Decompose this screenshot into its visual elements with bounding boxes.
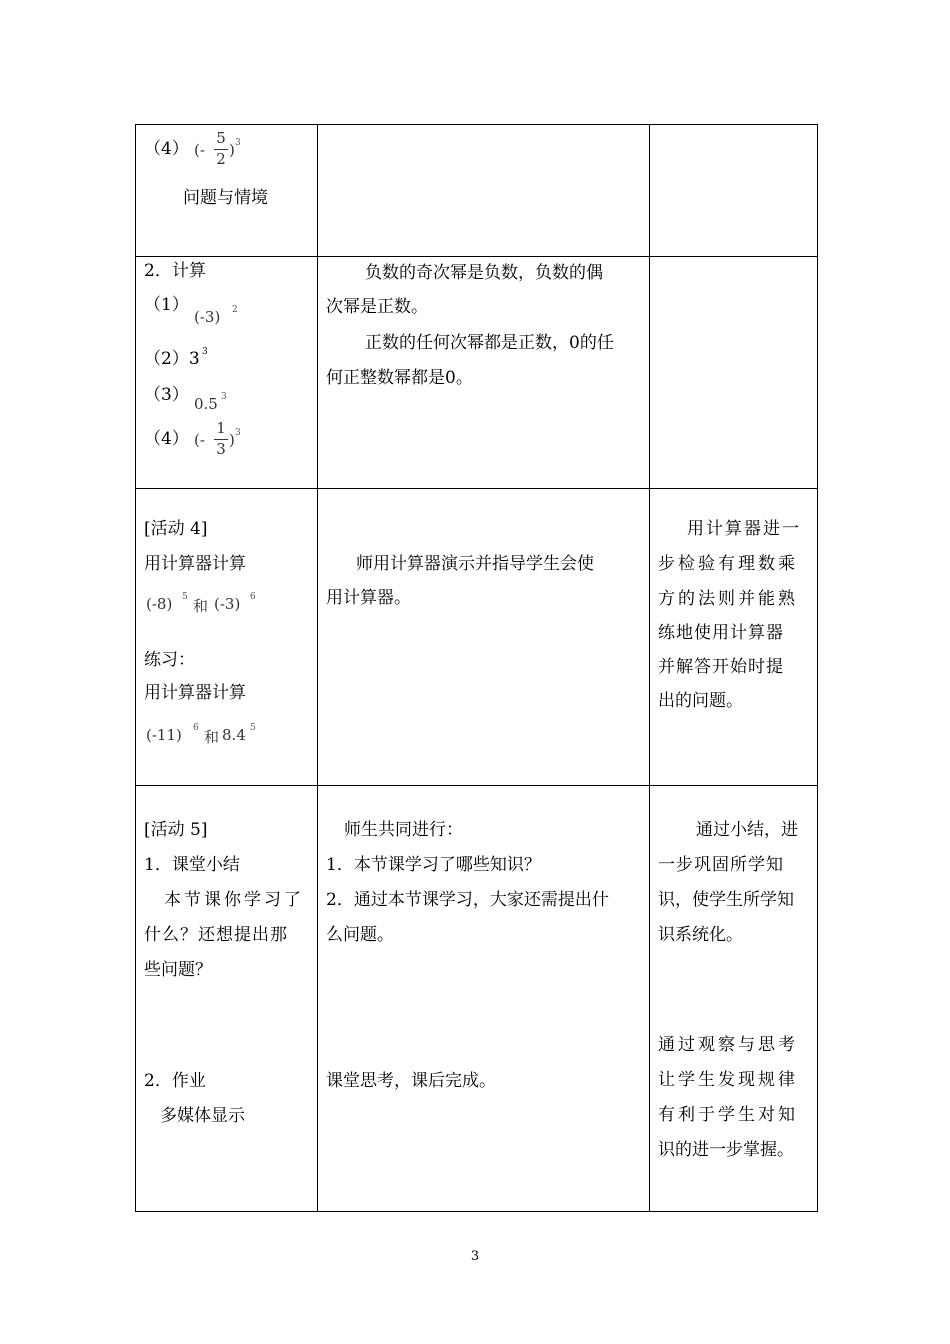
math-expression: ) <box>229 431 235 449</box>
item-label: （2）3 <box>144 349 200 369</box>
text-line: 步检验有理数乘 <box>658 554 798 574</box>
text-line: 本节课你学习了 <box>164 890 304 910</box>
exponent: 6 <box>193 723 199 733</box>
item-label: （3） <box>144 385 189 405</box>
text-line: 用计算器计算 <box>144 683 246 703</box>
section-title: 2．作业 <box>144 1071 206 1091</box>
section-heading: 问题与情境 <box>183 188 268 208</box>
text-line: 课堂思考，课后完成。 <box>326 1071 496 1091</box>
text-line: 练地使用计算器 <box>658 623 784 643</box>
text-line: 练习： <box>144 650 195 670</box>
text-line: 用计算器进一 <box>687 519 801 539</box>
table-row <box>136 489 817 786</box>
text-line: 一步巩固所学知 <box>658 855 784 875</box>
text-line: 正数的任何次幂都是正数，0的任 <box>365 333 614 353</box>
section-title: 1．课堂小结 <box>144 855 240 875</box>
page-number: 3 <box>470 1249 480 1264</box>
text-line: 什么？还想提出那 <box>144 925 288 945</box>
text-line: 识，使学生所学知 <box>658 890 794 910</box>
item-label: （1） <box>144 295 189 315</box>
item-label: （4） <box>144 429 189 449</box>
fraction-denominator: 3 <box>216 440 226 458</box>
text-line: 1．本节课学习了哪些知识？ <box>326 855 541 875</box>
math-expression: (-3) <box>194 308 221 326</box>
text-line: 并解答开始时提 <box>658 657 784 677</box>
text-line: 通过观察与思考 <box>658 1035 798 1055</box>
text-line: 识系统化。 <box>658 925 743 945</box>
exponent: 3 <box>235 428 241 438</box>
table-row <box>136 786 817 1211</box>
exponent: 3 <box>221 392 227 402</box>
exponent: 3 <box>202 347 208 357</box>
text-line: 用计算器。 <box>326 588 411 608</box>
text-line: 么问题。 <box>326 925 394 945</box>
math-connector: 和 <box>193 597 209 615</box>
text-line: 负数的奇次幂是负数，负数的偶 <box>365 263 603 283</box>
math-connector: 和 <box>204 728 220 746</box>
text-line: 师生共同进行： <box>344 820 463 840</box>
math-expression: ) <box>229 141 235 159</box>
math-expression: (-8) <box>146 595 173 613</box>
text-line: 识的进一步掌握。 <box>658 1140 794 1160</box>
exponent: 5 <box>182 592 188 602</box>
exponent: 6 <box>250 592 256 602</box>
fraction-numerator: 5 <box>216 129 226 147</box>
exponent: 3 <box>235 138 241 148</box>
math-expression: (-3) <box>214 595 241 613</box>
math-expression: 0.5 <box>194 395 218 413</box>
section-title: 2．计算 <box>144 261 206 281</box>
item-label: （4） <box>144 139 189 159</box>
text-line: 通过小结，进 <box>696 820 798 840</box>
text-line: 些问题？ <box>144 960 212 980</box>
text-line: 多媒体显示 <box>160 1106 245 1126</box>
text-line: 用计算器计算 <box>144 554 246 574</box>
math-expression: (-11) <box>146 726 182 744</box>
text-line: 让学生发现规律 <box>658 1070 798 1090</box>
exponent: 5 <box>250 723 256 733</box>
text-line: 出的问题。 <box>658 691 743 711</box>
math-expression: 8.4 <box>222 726 246 744</box>
exponent: 2 <box>232 305 238 315</box>
fraction-numerator: 1 <box>216 419 226 437</box>
activity-label: [活动 5] <box>144 820 208 840</box>
text-line: 有利于学生对知 <box>658 1105 798 1125</box>
table-row <box>136 125 817 257</box>
fraction-denominator: 2 <box>216 150 226 168</box>
activity-label: [活动 4] <box>144 519 208 539</box>
lesson-table <box>135 124 818 1212</box>
math-expression: (- <box>194 141 205 159</box>
table-row <box>136 257 817 489</box>
math-expression: (- <box>194 431 205 449</box>
text-line: 次幂是正数。 <box>326 297 428 317</box>
text-line: 2．通过本节课学习，大家还需提出什 <box>326 890 609 910</box>
text-line: 方的法则并能熟 <box>658 589 798 609</box>
text-line: 何正整数幂都是0。 <box>326 368 473 388</box>
text-line: 师用计算器演示并指导学生会使 <box>356 554 594 574</box>
